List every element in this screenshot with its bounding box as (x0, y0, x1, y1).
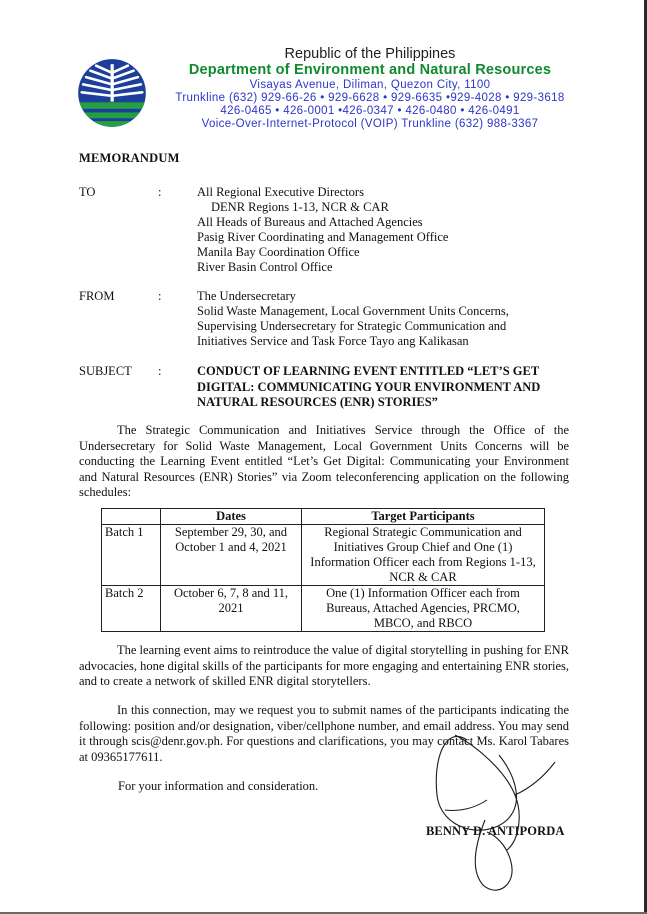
signatory-name: BENNY D. ANTIPORDA (426, 824, 565, 838)
subject-line: CONDUCT OF LEARNING EVENT ENTITLED “LET’S GET (197, 364, 540, 378)
letterhead-voip: Voice-Over-Internet-Protocol (VOIP) Trunkline (632) 988-3367 (201, 118, 539, 130)
table-header (102, 509, 161, 525)
table-header-row (102, 509, 545, 525)
participants-line: Information Officer each from Regions 1-13, (310, 555, 536, 569)
batch-cell: Batch 1 (102, 525, 161, 586)
batch-cell: Batch 2 (102, 586, 161, 632)
schedule-table (101, 508, 545, 632)
letterhead-trunkline: Trunkline (632) 929-66-26 • 929-6628 • 929-6635 •929-4028 • 929-3618 (175, 92, 565, 104)
subject-text (197, 364, 540, 411)
to-colon: : (158, 185, 162, 199)
aim-paragraph (79, 643, 569, 690)
to-label: TO (79, 185, 96, 199)
from-line: Supervising Undersecretary for Strategic Communication and (197, 319, 507, 333)
table-row (102, 586, 545, 632)
denr-logo (76, 57, 148, 129)
dates-cell (161, 586, 302, 632)
to-line: DENR Regions 1-13, NCR & CAR (211, 200, 389, 214)
request-paragraph (79, 703, 569, 765)
from-label: FROM (79, 289, 115, 303)
participants-line: Regional Strategic Communication and (324, 525, 522, 539)
letterhead-address: Visayas Avenue, Diliman, Quezon City, 1100 (249, 79, 491, 91)
to-line: Manila Bay Coordination Office (197, 245, 360, 259)
subject-line: DIGITAL: COMMUNICATING YOUR ENVIRONMENT AND (197, 379, 541, 394)
from-line: Initiatives Service and Task Force Tayo ang Kalikasan (197, 334, 469, 348)
intro-paragraph (79, 423, 569, 501)
table-header: Target Participants (302, 509, 545, 525)
closing-line: For your information and consideration. (118, 779, 319, 793)
participants-cell (302, 586, 545, 632)
subject-label: SUBJECT (79, 364, 132, 378)
participants-cell (302, 525, 545, 586)
letterhead-numbers: 426-0465 • 426-0001 •426-0347 • 426-0480 • 426-0491 (220, 105, 520, 117)
subject-line: NATURAL RESOURCES (ENR) STORIES” (197, 395, 438, 409)
from-colon: : (158, 289, 162, 303)
from-line: The Undersecretary (197, 289, 296, 303)
to-line: All Regional Executive Directors (197, 185, 364, 199)
to-line: Pasig River Coordinating and Management Office (197, 230, 449, 244)
dates-line: October 1 and 4, 2021 (175, 540, 287, 554)
dates-line: 2021 (218, 601, 244, 615)
participants-line: One (1) Information Officer each from (326, 586, 520, 600)
table-header: Dates (161, 509, 302, 525)
to-line: River Basin Control Office (197, 260, 333, 274)
aim-text: The learning event aims to reintroduce the value of digital storytelling in pushing for ENR advocacies, hone digital skills of the participants for more engaging and entertaining ENR stories, and to create a network of skilled ENR digital storytellers. (79, 643, 569, 688)
participants-line: Initiatives Group Chief and One (1) (333, 540, 513, 554)
dates-line: September 29, 30, and (174, 525, 288, 539)
memo-title: MEMORANDUM (79, 151, 180, 165)
request-text: In this connection, may we request you to submit names of the participants indicating the following: position and/or designation, viber/cellphone number, and email address. You may send it through scis@denr.gov.ph. For questions and clarifications, you may contact Ms. Karol Tabares at 09365177611. (79, 703, 569, 764)
from-line: Solid Waste Management, Local Government Units Concerns, (197, 304, 509, 318)
letterhead-republic: Republic of the Philippines (284, 46, 456, 62)
letterhead-department: Department of Environment and Natural Resources (188, 62, 552, 78)
participants-line: MBCO, and RBCO (373, 616, 473, 630)
to-recipients (197, 185, 448, 275)
participants-line: Bureaus, Attached Agencies, PRCMO, (326, 601, 520, 615)
dates-line: October 6, 7, 8 and 11, (173, 586, 289, 600)
dates-cell (161, 525, 302, 586)
subject-colon: : (158, 364, 162, 378)
from-sender (197, 289, 509, 349)
intro-text: The Strategic Communication and Initiatives Service through the Office of the Undersecretary for Solid Waste Management, Local Government Units Concerns will be conducting the Learning Event entitled “Let’s Get Digital: Communicating your Environment and Natural Resources (ENR) Stories” via Zoom teleconferencing application on the following schedules: (79, 423, 569, 499)
table-row (102, 525, 545, 586)
to-line: All Heads of Bureaus and Attached Agencies (197, 215, 423, 229)
participants-line: NCR & CAR (389, 570, 457, 584)
letterhead (150, 46, 590, 131)
